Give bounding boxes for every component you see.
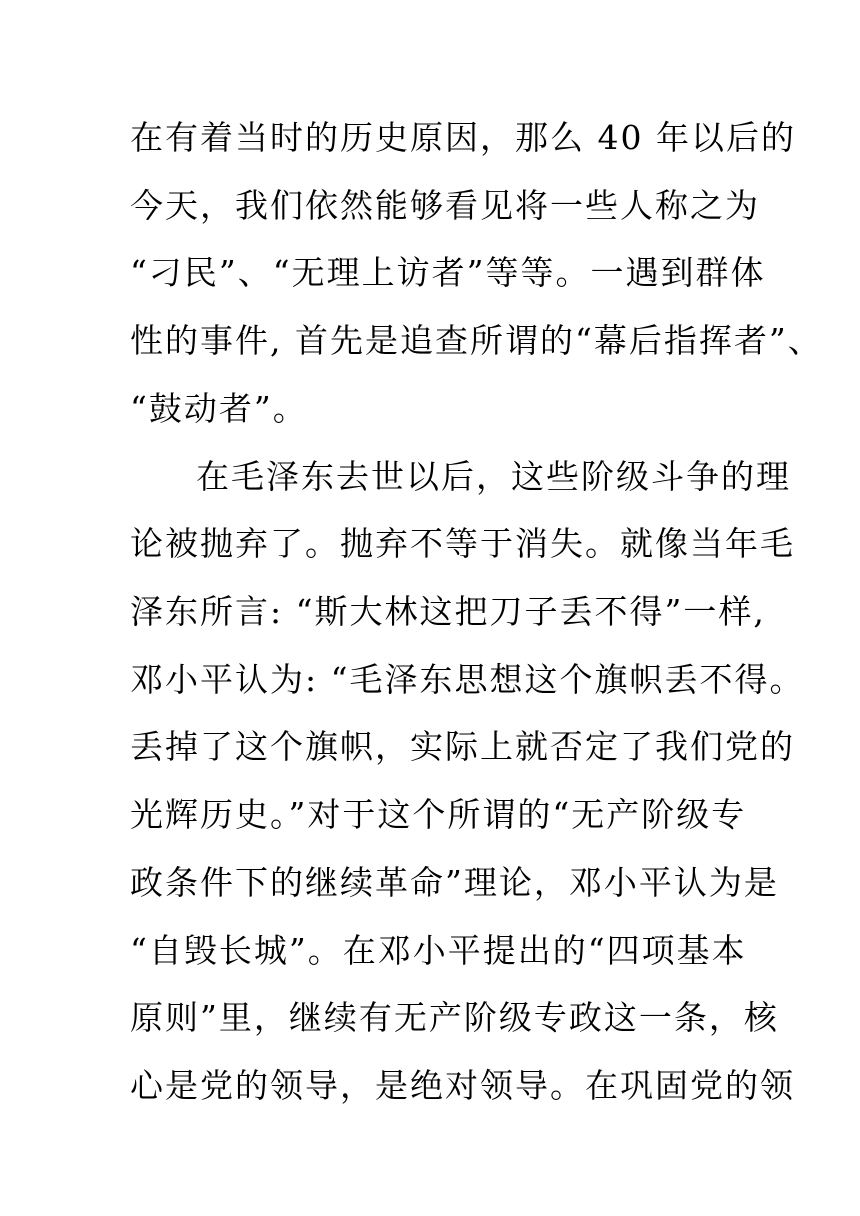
text-line: “刁民”、“无理上访者”等等。一遇到群体 (130, 253, 766, 292)
text-line: 泽东所言: “斯大林这把刀子丢不得”一样, (130, 592, 766, 631)
text-line: “自毁长城”。在邓小平提出的“四项基本 (130, 931, 747, 970)
text-line: 原则”里，继续有无产阶级专政这一条，核 (130, 998, 779, 1037)
text-line: 今天，我们依然能够看见将一些人称之为 (130, 186, 760, 225)
text-line: 论被抛弃了。抛弃不等于消失。就像当年毛 (130, 524, 795, 563)
text-line: 邓小平认为: “毛泽东思想这个旗帜丢不得。 (130, 660, 805, 699)
paragraph-first-line: 在毛泽东去世以后，这些阶级斗争的理 (196, 457, 791, 496)
text-line: 光辉历史。”对于这个所谓的“无产阶级专 (130, 795, 747, 834)
text-line: 性的事件, 首先是追查所谓的“幕后指挥者”、 (130, 321, 823, 360)
text-line: “鼓动者”。 (130, 389, 308, 428)
text-line: 心是党的领导，是绝对领导。在巩固党的领 (130, 1066, 795, 1105)
text-line: 丢掉了这个旗帜，实际上就否定了我们党的 (130, 727, 795, 766)
text-line: 政条件下的继续革命”理论，邓小平认为是 (130, 863, 779, 902)
text-line: 在有着当时的历史原因，那么 40 年以后的 (130, 118, 796, 157)
